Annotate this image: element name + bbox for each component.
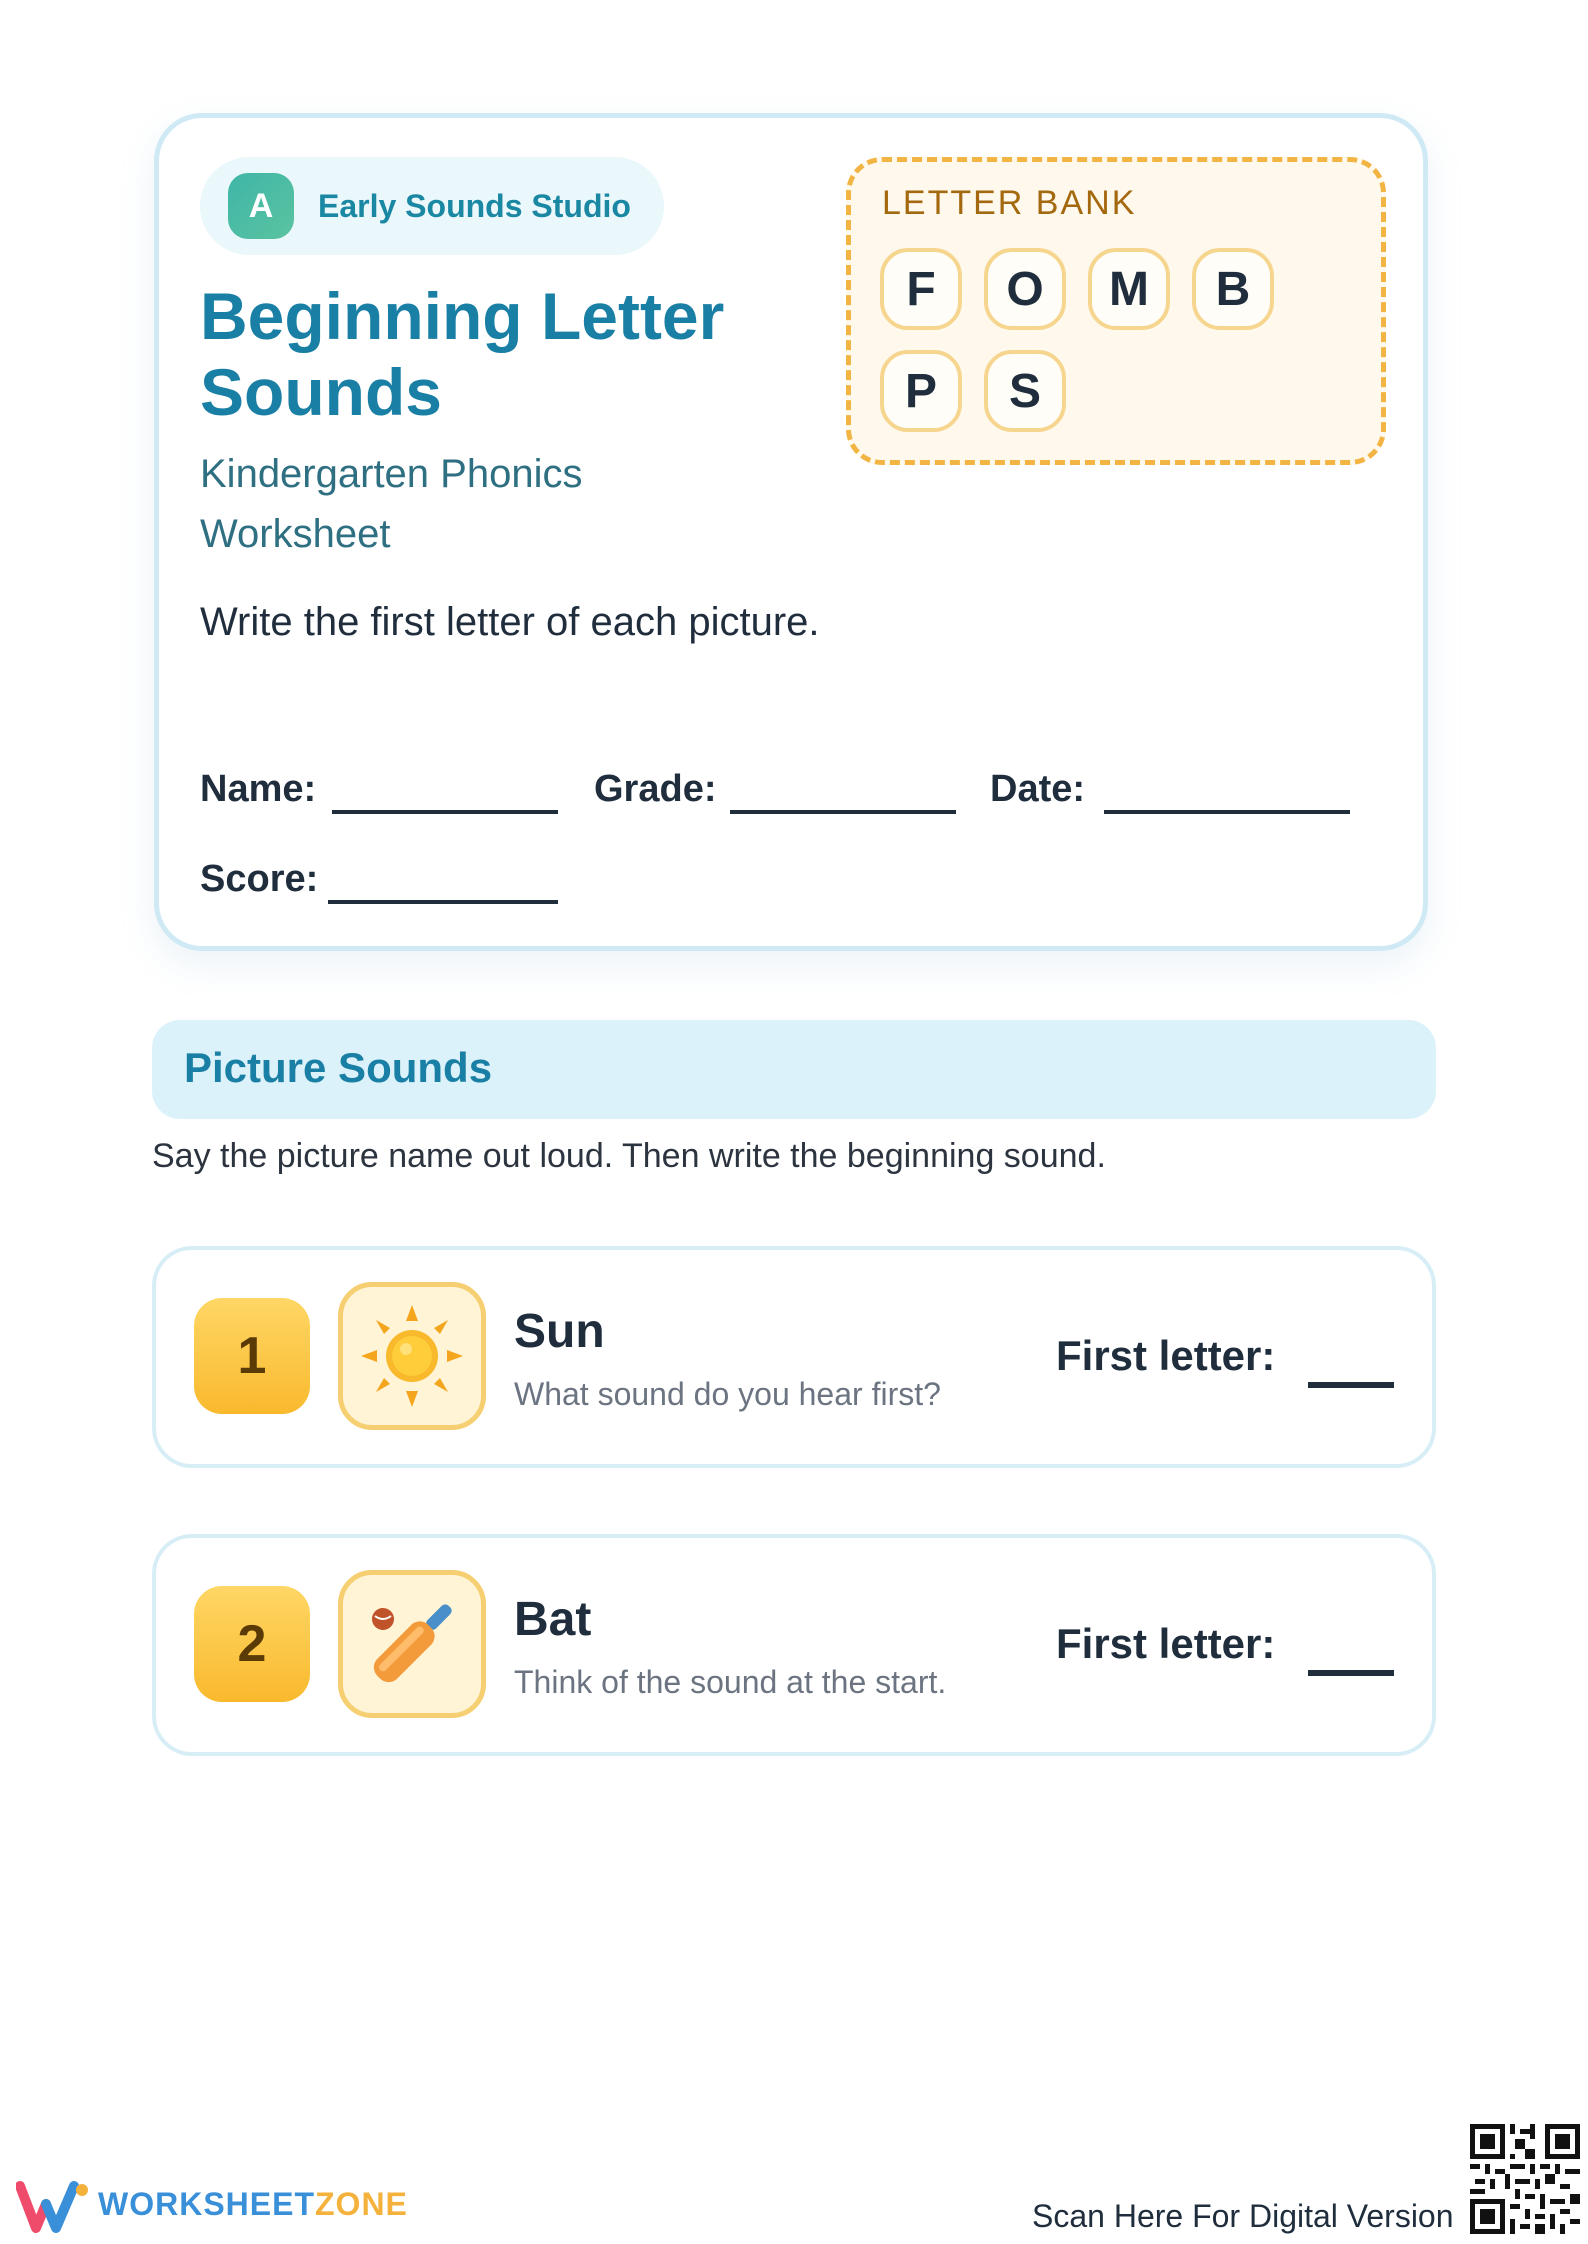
name-field[interactable]: [332, 810, 558, 814]
section-instruction: Say the picture name out loud. Then write the beginning sound.: [152, 1137, 1106, 1175]
item-hint: What sound do you hear first?: [514, 1376, 941, 1412]
first-letter-answer-line[interactable]: [1308, 1670, 1394, 1676]
item-word: Bat: [514, 1593, 592, 1646]
letter-tile: F: [880, 248, 962, 330]
item-hint: Think of the sound at the start.: [514, 1664, 947, 1700]
section-title: Picture Sounds: [184, 1044, 493, 1091]
first-letter-answer-line[interactable]: [1308, 1382, 1394, 1388]
letter-tile: M: [1088, 248, 1170, 330]
letter-tile: P: [880, 350, 962, 432]
scan-caption: Scan Here For Digital Version: [1032, 2198, 1454, 2234]
brand-main-text: WORKSHEET: [98, 2186, 315, 2222]
sun-icon: [357, 1301, 467, 1411]
grade-label: Grade:: [594, 768, 717, 810]
brand-pill: [200, 157, 664, 255]
worksheetzone-brand[interactable]: [98, 2186, 408, 2223]
worksheet-instruction: Write the first letter of each picture.: [200, 600, 820, 644]
brand-accent-text: ZONE: [315, 2186, 408, 2222]
date-label: Date:: [990, 768, 1086, 810]
letter-tile: O: [984, 248, 1066, 330]
brand-name: Early Sounds Studio: [318, 187, 631, 224]
brand-badge: A: [228, 173, 294, 239]
grade-field[interactable]: [730, 810, 956, 814]
score-label: Score:: [200, 858, 319, 900]
letter-bank-title: LETTER BANK: [882, 184, 1137, 222]
worksheet-title: Beginning Letter Sounds: [200, 279, 725, 429]
cricket-bat-icon: [357, 1589, 467, 1699]
worksheetzone-logo-icon: [16, 2180, 92, 2234]
first-letter-label: First letter:: [1056, 1620, 1276, 1667]
letter-tile: S: [984, 350, 1066, 432]
qr-code-icon[interactable]: [1470, 2124, 1580, 2234]
score-field[interactable]: [328, 900, 558, 904]
picture-frame: [338, 1570, 486, 1718]
item-word: Sun: [514, 1305, 605, 1358]
letter-tile: B: [1192, 248, 1274, 330]
worksheet-subtitle: Kindergarten Phonics Worksheet: [200, 452, 583, 556]
first-letter-label: First letter:: [1056, 1332, 1276, 1379]
question-number-badge: 2: [194, 1586, 310, 1702]
question-number-badge: 1: [194, 1298, 310, 1414]
name-label: Name:: [200, 768, 317, 810]
date-field[interactable]: [1104, 810, 1350, 814]
picture-frame: [338, 1282, 486, 1430]
